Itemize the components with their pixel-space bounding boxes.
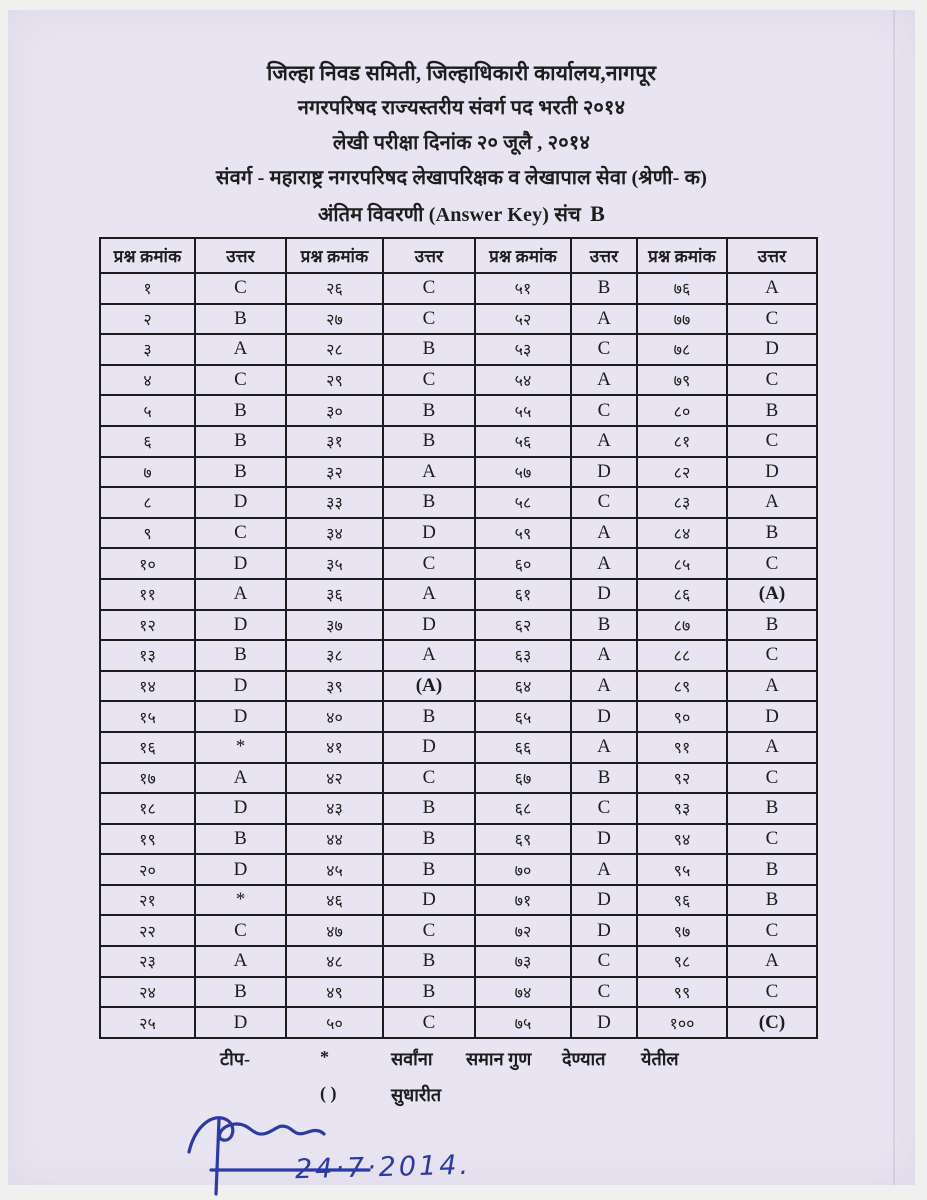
answer-cell: C <box>195 273 286 304</box>
table-row <box>100 885 817 916</box>
answer-cell: B <box>727 518 817 549</box>
answer-cell: A <box>571 426 637 457</box>
answer-cell: D <box>195 701 286 732</box>
question-number-cell: ८८ <box>637 640 727 671</box>
answer-cell: B <box>195 824 286 855</box>
question-number-cell: ३१ <box>286 426 383 457</box>
answer-cell: C <box>195 518 286 549</box>
answer-cell: B <box>383 701 475 732</box>
answer-cell: B <box>195 426 286 457</box>
question-number-cell: २२ <box>100 915 195 946</box>
col-header-question: प्रश्न क्रमांक <box>286 238 383 273</box>
title-cadre: संवर्ग - महाराष्ट्र नगरपरिषद लेखापरिक्षक व लेखापाल सेवा (श्रेणी- क) <box>215 167 708 189</box>
answer-cell: A <box>571 640 637 671</box>
signature-block <box>183 1100 503 1200</box>
question-number-cell: ९६ <box>637 885 727 916</box>
question-number-cell: ८४ <box>637 518 727 549</box>
col-header-answer: उत्तर <box>727 238 817 273</box>
answer-cell: A <box>571 365 637 396</box>
question-number-cell: ९५ <box>637 854 727 885</box>
question-number-cell: ८१ <box>637 426 727 457</box>
answer-cell: C <box>727 763 817 794</box>
table-row <box>100 824 817 855</box>
question-number-cell: ९७ <box>637 915 727 946</box>
question-number-cell: ३८ <box>286 640 383 671</box>
table-row <box>100 518 817 549</box>
question-number-cell: २८ <box>286 334 383 365</box>
signature-icon <box>183 1100 393 1200</box>
answer-cell: A <box>571 518 637 549</box>
question-number-cell: ४० <box>286 701 383 732</box>
answer-cell: D <box>195 610 286 641</box>
question-number-cell: १ <box>100 273 195 304</box>
answer-cell: B <box>383 487 475 518</box>
answer-cell: A <box>571 671 637 702</box>
question-number-cell: ४७ <box>286 915 383 946</box>
answer-cell: B <box>383 334 475 365</box>
set-code: B <box>590 201 606 226</box>
question-number-cell: ३९ <box>286 671 383 702</box>
answer-cell: C <box>727 915 817 946</box>
question-number-cell: ४८ <box>286 946 383 977</box>
answer-cell: A <box>727 946 817 977</box>
answer-cell: D <box>383 518 475 549</box>
answer-cell: B <box>383 824 475 855</box>
answer-cell: C <box>383 365 475 396</box>
footnote-text: सर्वांना <box>391 1049 433 1069</box>
question-number-cell: ७६ <box>637 273 727 304</box>
table-row <box>100 334 817 365</box>
question-number-cell: ४१ <box>286 732 383 763</box>
title-office: जिल्हा निवड समिती, जिल्हाधिकारी कार्यालय,नागपूर <box>266 61 657 85</box>
question-number-cell: ५४ <box>475 365 571 396</box>
answer-cell: A <box>195 763 286 794</box>
answer-cell: D <box>571 915 637 946</box>
answer-cell: B <box>383 946 475 977</box>
table-row <box>100 610 817 641</box>
answer-cell: D <box>571 579 637 610</box>
title-exam-date: लेखी परीक्षा दिनांक २० जूलै , २०१४ <box>332 132 591 154</box>
signature-date: 24·7·2014. <box>294 1149 472 1186</box>
table-row <box>100 487 817 518</box>
title-recruitment: नगरपरिषद राज्यस्तरीय संवर्ग पद भरती २०१४ <box>297 97 626 119</box>
question-number-cell: ७ <box>100 457 195 488</box>
question-number-cell: ९८ <box>637 946 727 977</box>
question-number-cell: २३ <box>100 946 195 977</box>
question-number-cell: ४३ <box>286 793 383 824</box>
question-number-cell: ६३ <box>475 640 571 671</box>
question-number-cell: १९ <box>100 824 195 855</box>
answer-cell: B <box>727 885 817 916</box>
table-row <box>100 763 817 794</box>
question-number-cell: ५७ <box>475 457 571 488</box>
answer-cell: B <box>571 610 637 641</box>
answer-cell: B <box>383 854 475 885</box>
question-number-cell: ४२ <box>286 763 383 794</box>
question-number-cell: ४५ <box>286 854 383 885</box>
table-row <box>100 304 817 335</box>
question-number-cell: ९० <box>637 701 727 732</box>
answer-cell: C <box>383 273 475 304</box>
answer-cell: * <box>195 732 286 763</box>
answer-cell: B <box>727 610 817 641</box>
question-number-cell: ५८ <box>475 487 571 518</box>
answer-cell: C <box>727 977 817 1008</box>
answer-cell: C <box>571 977 637 1008</box>
question-number-cell: ९२ <box>637 763 727 794</box>
answer-cell: C <box>383 915 475 946</box>
table-row <box>100 915 817 946</box>
col-header-question: प्रश्न क्रमांक <box>637 238 727 273</box>
table-row <box>100 426 817 457</box>
question-number-cell: १३ <box>100 640 195 671</box>
answer-cell: B <box>727 854 817 885</box>
question-number-cell: १८ <box>100 793 195 824</box>
answer-cell: A <box>383 457 475 488</box>
answer-cell: B <box>195 977 286 1008</box>
table-row <box>100 579 817 610</box>
question-number-cell: १६ <box>100 732 195 763</box>
table-row <box>100 793 817 824</box>
question-number-cell: ९३ <box>637 793 727 824</box>
question-number-cell: ७५ <box>475 1007 571 1038</box>
answer-cell: B <box>195 640 286 671</box>
answer-cell: B <box>195 457 286 488</box>
table-row <box>100 701 817 732</box>
question-number-cell: २४ <box>100 977 195 1008</box>
col-header-question: प्रश्न क्रमांक <box>475 238 571 273</box>
scanned-page <box>8 10 915 1185</box>
question-number-cell: २० <box>100 854 195 885</box>
question-number-cell: ५५ <box>475 395 571 426</box>
question-number-cell: २९ <box>286 365 383 396</box>
col-header-answer: उत्तर <box>383 238 475 273</box>
question-number-cell: ९ <box>100 518 195 549</box>
question-number-cell: ७७ <box>637 304 727 335</box>
question-number-cell: १४ <box>100 671 195 702</box>
answer-cell: D <box>727 334 817 365</box>
answer-cell: B <box>571 273 637 304</box>
answer-cell: A <box>383 640 475 671</box>
table-row <box>100 548 817 579</box>
answer-cell: C <box>571 395 637 426</box>
table-row <box>100 365 817 396</box>
question-number-cell: ८२ <box>637 457 727 488</box>
answer-cell: D <box>383 885 475 916</box>
footnote-text: ( ) <box>320 1083 337 1103</box>
answer-cell: C <box>383 548 475 579</box>
answer-cell: A <box>571 304 637 335</box>
answer-key-label: अंतिम विवरणी (Answer Key) संच <box>317 204 581 226</box>
table-header <box>100 238 817 273</box>
answer-cell: B <box>383 793 475 824</box>
question-number-cell: ९४ <box>637 824 727 855</box>
question-number-cell: १७ <box>100 763 195 794</box>
question-number-cell: ७८ <box>637 334 727 365</box>
answer-cell: D <box>571 457 637 488</box>
answer-cell: (C) <box>727 1007 817 1038</box>
question-number-cell: २५ <box>100 1007 195 1038</box>
answer-cell: A <box>383 579 475 610</box>
table-row <box>100 854 817 885</box>
answer-cell: (A) <box>727 579 817 610</box>
answer-cell: D <box>195 671 286 702</box>
question-number-cell: ६८ <box>475 793 571 824</box>
table-row <box>100 395 817 426</box>
answer-cell: A <box>195 334 286 365</box>
answer-cell: A <box>195 579 286 610</box>
answer-cell: C <box>727 426 817 457</box>
question-number-cell: ९१ <box>637 732 727 763</box>
question-number-cell: २ <box>100 304 195 335</box>
question-number-cell: ६१ <box>475 579 571 610</box>
table-row <box>100 640 817 671</box>
answer-cell: C <box>571 793 637 824</box>
table-row <box>100 946 817 977</box>
question-number-cell: ७९ <box>637 365 727 396</box>
answer-cell: D <box>383 732 475 763</box>
answer-cell: A <box>727 732 817 763</box>
answer-cell: A <box>571 548 637 579</box>
document-header <box>8 10 915 229</box>
question-number-cell: ४ <box>100 365 195 396</box>
answer-cell: (A) <box>383 671 475 702</box>
answer-cell: D <box>727 457 817 488</box>
answer-cell: D <box>571 824 637 855</box>
question-number-cell: ५१ <box>475 273 571 304</box>
scan-fold-line <box>893 10 895 1185</box>
answer-cell: C <box>195 915 286 946</box>
question-number-cell: ११ <box>100 579 195 610</box>
answer-cell: D <box>727 701 817 732</box>
answer-cell: D <box>571 1007 637 1038</box>
question-number-cell: ८३ <box>637 487 727 518</box>
question-number-cell: ५२ <box>475 304 571 335</box>
answer-cell: D <box>571 885 637 916</box>
question-number-cell: ७४ <box>475 977 571 1008</box>
answer-cell: A <box>727 487 817 518</box>
answer-cell: * <box>195 885 286 916</box>
table-row <box>100 671 817 702</box>
question-number-cell: ३५ <box>286 548 383 579</box>
answer-table-body <box>100 273 817 1038</box>
answer-cell: C <box>195 365 286 396</box>
question-number-cell: ६९ <box>475 824 571 855</box>
question-number-cell: ४४ <box>286 824 383 855</box>
footnote-text: समान गुण <box>466 1049 532 1069</box>
question-number-cell: ८७ <box>637 610 727 641</box>
question-number-cell: ३७ <box>286 610 383 641</box>
col-header-answer: उत्तर <box>195 238 286 273</box>
answer-cell: C <box>727 548 817 579</box>
answer-cell: C <box>571 946 637 977</box>
question-number-cell: ३० <box>286 395 383 426</box>
question-number-cell: १२ <box>100 610 195 641</box>
answer-cell: B <box>383 426 475 457</box>
question-number-cell: ५९ <box>475 518 571 549</box>
question-number-cell: ३६ <box>286 579 383 610</box>
answer-cell: D <box>195 548 286 579</box>
question-number-cell: ३ <box>100 334 195 365</box>
question-number-cell: ४६ <box>286 885 383 916</box>
answer-cell: C <box>571 487 637 518</box>
answer-cell: C <box>727 824 817 855</box>
question-number-cell: ७२ <box>475 915 571 946</box>
col-header-answer: उत्तर <box>571 238 637 273</box>
question-number-cell: ७३ <box>475 946 571 977</box>
table-row <box>100 457 817 488</box>
question-number-cell: ८ <box>100 487 195 518</box>
answer-cell: D <box>195 854 286 885</box>
answer-key-table <box>99 237 818 1039</box>
answer-cell: B <box>727 793 817 824</box>
col-header-question: प्रश्न क्रमांक <box>100 238 195 273</box>
question-number-cell: १५ <box>100 701 195 732</box>
answer-cell: A <box>727 273 817 304</box>
question-number-cell: ३२ <box>286 457 383 488</box>
table-row <box>100 977 817 1008</box>
answer-cell: B <box>383 977 475 1008</box>
question-number-cell: ८५ <box>637 548 727 579</box>
header-row <box>100 238 817 273</box>
footnote-text: टीप- <box>220 1049 250 1069</box>
question-number-cell: १० <box>100 548 195 579</box>
question-number-cell: ८० <box>637 395 727 426</box>
answer-cell: D <box>195 1007 286 1038</box>
question-number-cell: ६५ <box>475 701 571 732</box>
footnote-text: सुधारीत <box>391 1085 442 1105</box>
answer-cell: A <box>571 854 637 885</box>
answer-cell: C <box>727 640 817 671</box>
question-number-cell: १०० <box>637 1007 727 1038</box>
answer-cell: C <box>727 365 817 396</box>
answer-cell: B <box>195 395 286 426</box>
question-number-cell: ३३ <box>286 487 383 518</box>
answer-cell: B <box>195 304 286 335</box>
answer-cell: C <box>727 304 817 335</box>
question-number-cell: ३४ <box>286 518 383 549</box>
question-number-cell: ६२ <box>475 610 571 641</box>
answer-cell: B <box>383 395 475 426</box>
question-number-cell: ५ <box>100 395 195 426</box>
answer-cell: A <box>727 671 817 702</box>
question-number-cell: ५३ <box>475 334 571 365</box>
question-number-cell: ८९ <box>637 671 727 702</box>
answer-cell: B <box>727 395 817 426</box>
question-number-cell: ६० <box>475 548 571 579</box>
answer-cell: C <box>383 763 475 794</box>
question-number-cell: २६ <box>286 273 383 304</box>
question-number-cell: ६ <box>100 426 195 457</box>
question-number-cell: ६७ <box>475 763 571 794</box>
question-number-cell: ४९ <box>286 977 383 1008</box>
table-row <box>100 273 817 304</box>
answer-cell: D <box>571 701 637 732</box>
question-number-cell: २७ <box>286 304 383 335</box>
footnote-text: देण्यात <box>562 1049 606 1069</box>
question-number-cell: ५६ <box>475 426 571 457</box>
footnote-text: येतील <box>641 1049 679 1069</box>
answer-cell: A <box>571 732 637 763</box>
table-row <box>100 1007 817 1038</box>
question-number-cell: ७१ <box>475 885 571 916</box>
footnote-text: * <box>320 1047 329 1067</box>
answer-cell: D <box>383 610 475 641</box>
question-number-cell: ६६ <box>475 732 571 763</box>
answer-cell: D <box>195 793 286 824</box>
answer-cell: A <box>195 946 286 977</box>
answer-cell: C <box>571 334 637 365</box>
answer-cell: C <box>383 304 475 335</box>
question-number-cell: २१ <box>100 885 195 916</box>
question-number-cell: ७० <box>475 854 571 885</box>
title-answer-key <box>8 200 915 229</box>
question-number-cell: ५० <box>286 1007 383 1038</box>
question-number-cell: ८६ <box>637 579 727 610</box>
answer-cell: B <box>571 763 637 794</box>
question-number-cell: ९९ <box>637 977 727 1008</box>
answer-cell: D <box>195 487 286 518</box>
table-row <box>100 732 817 763</box>
question-number-cell: ६४ <box>475 671 571 702</box>
answer-cell: C <box>383 1007 475 1038</box>
